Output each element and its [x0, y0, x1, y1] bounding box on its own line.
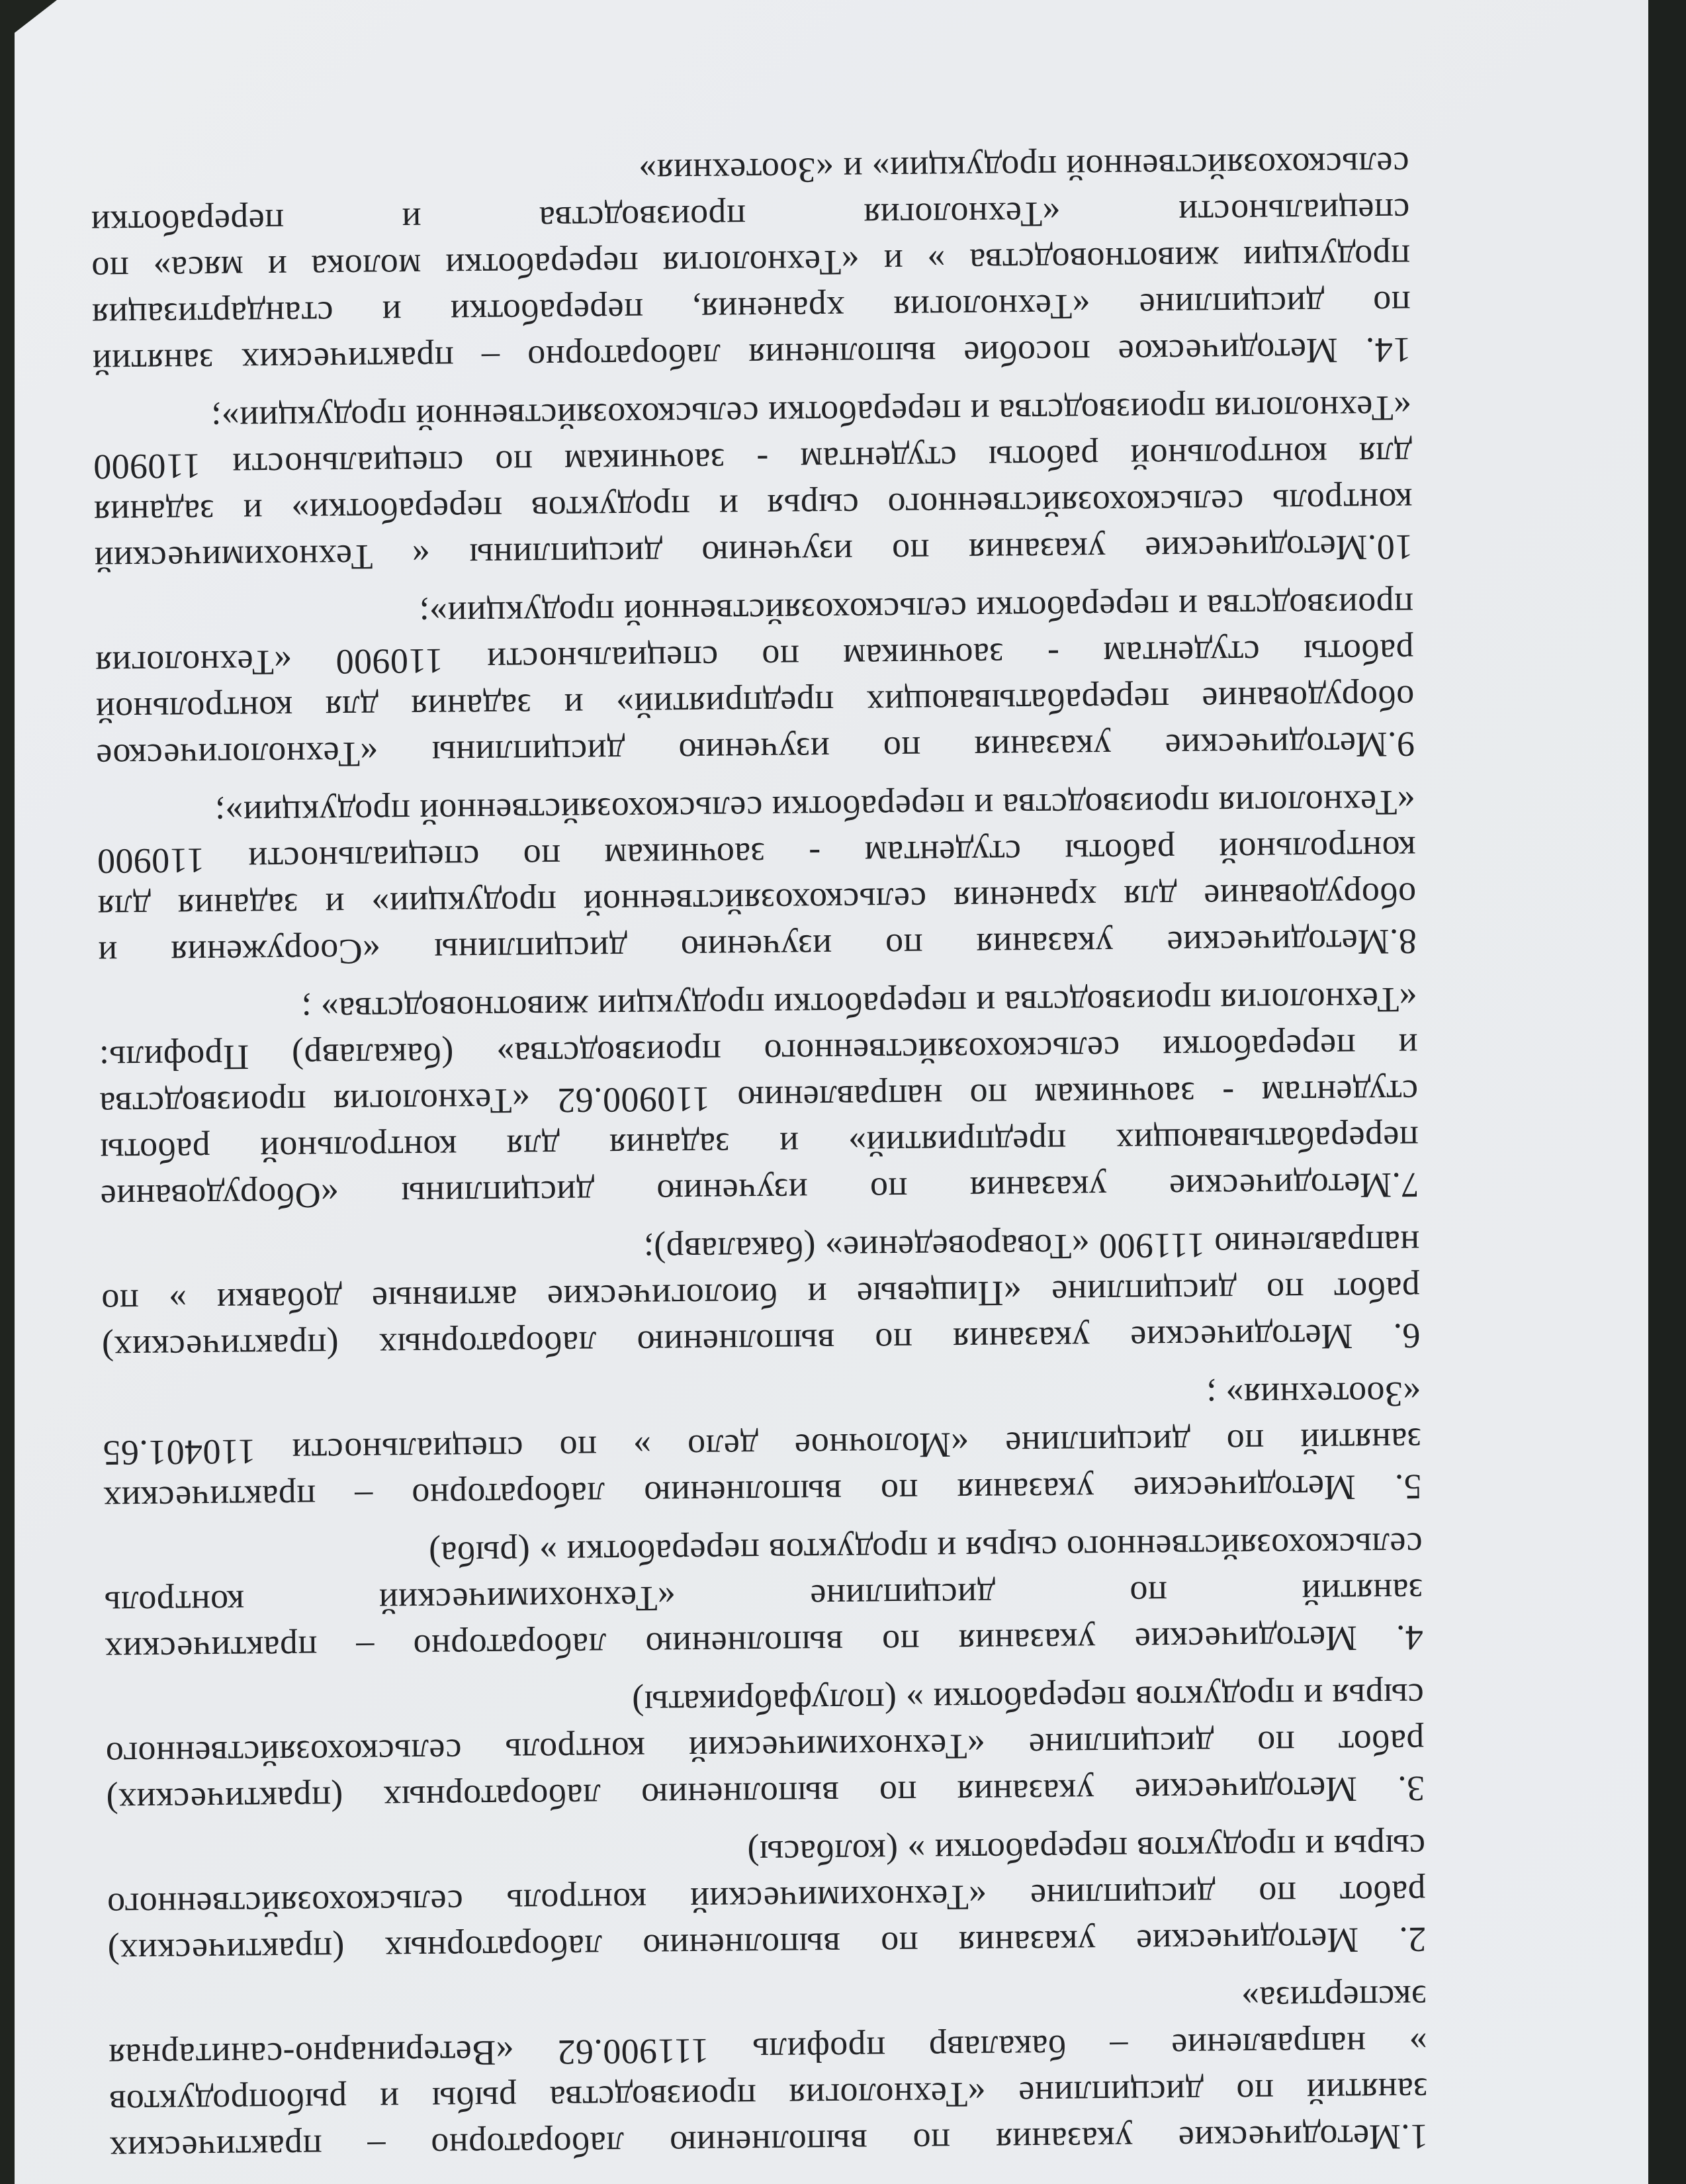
document-line: «Зоотехния» ;	[1206, 1374, 1421, 1416]
list-item	[107, 1824, 1427, 1976]
list-item	[98, 977, 1419, 1221]
document-line: 1.Методические указания по выполнению лабораторно – практических	[109, 2116, 1429, 2169]
document-line: занятий по дисциплине «Технохимический контроль	[104, 1571, 1423, 1624]
document-line: 8.Методические указания по изучению дисциплины «Сооружения и	[97, 921, 1417, 974]
list-item	[95, 582, 1415, 780]
scanner-edge-left	[0, 0, 15, 2184]
document-line: оборудование перерабатывающих предприятий» и задания для контрольной	[95, 678, 1415, 731]
document-line: и переработки сельскохозяйственного производства» (бакалавр) Профиль:	[99, 1026, 1418, 1079]
list-item	[105, 1673, 1425, 1825]
document-line: по дисциплине «Технология хранения, переработки и стандартизация	[91, 283, 1411, 336]
list-item	[108, 1975, 1429, 2173]
document-line: перерабатывающих предприятий» и задания для контрольной работы	[99, 1118, 1419, 1171]
document-line: сельскохозяйственного сырья и продуктов переработки » (рыба)	[428, 1525, 1423, 1575]
document-line: работы студентам - заочникам по специальности 110900 «Технология	[95, 631, 1414, 684]
document-line: студентам - заочникам по направлению 110900.62 «Технология производства	[99, 1072, 1419, 1125]
document-line: работ по дисциплине «Технохимический контроль сельскохозяйственного	[107, 1873, 1426, 1926]
document-line: «Технология производства и переработки сельскохозяйственной продукции»;	[210, 388, 1412, 440]
document-line: 6. Методические указания по выполнению лабораторных (практических)	[101, 1316, 1421, 1369]
document-line: 5. Методические указания по выполнению лабораторно – практических	[103, 1467, 1423, 1520]
document-line: сырья и продуктов переработки » (колбасы)	[746, 1827, 1426, 1874]
document-line: для контрольной работы студентам - заочникам по специальности 110900	[93, 434, 1413, 487]
document-line: 10.Методические указания по изучению дисциплины « Технохимический	[93, 527, 1413, 580]
document-text-block	[90, 130, 1428, 2173]
document-line: специальности «Технология производства и переработки	[91, 191, 1410, 244]
document-line: «Технология производства и переработки сельскохозяйственной продукции»;	[214, 782, 1416, 835]
document-line: 4. Методические указания по выполнению лабораторно – практических	[104, 1617, 1424, 1670]
list-item	[103, 1522, 1423, 1674]
document-line: контрольной работы студентам - заочникам по специальности 110900	[97, 829, 1416, 882]
document-line: 7.Методические указания по изучению дисциплины «Оборудование	[100, 1165, 1419, 1218]
document-line: работ по дисциплине «Пищевые и биологические активные добавки » по	[101, 1269, 1421, 1322]
document-line: контроль сельскохозяйственного сырья и продуктов переработки» и задания	[93, 480, 1413, 533]
document-line: оборудование для хранения сельскохозяйственной продукции» и задания для	[97, 875, 1417, 928]
list-item	[93, 385, 1413, 583]
scanner-edge-right	[1648, 0, 1686, 2184]
document-line: » направление – бакалавр профиль 111900.62 «Ветеринарно-санитарная	[108, 2024, 1428, 2077]
document-line: сельскохозяйственной продукции» и «Зоотехния»	[638, 144, 1409, 192]
list-item	[102, 1371, 1422, 1523]
document-line: 2. Методические указания по выполнению лабораторных (практических)	[107, 1919, 1427, 1972]
document-line: «Технология производства и переработки продукции животноводства» ;	[300, 979, 1417, 1030]
document-line: занятий по дисциплине «Молочное дело » по специальности 110401.65	[102, 1420, 1422, 1473]
document-line: работ по дисциплине «Технохимический контроль сельскохозяйственного	[105, 1722, 1425, 1775]
list-item	[90, 142, 1411, 386]
document-line: занятий по дисциплине «Технология производства рыбы и рыбопродуктов	[109, 2070, 1428, 2123]
document-line: 14. Методическое пособие выполнения лабораторно – практических занятий	[92, 330, 1411, 383]
document-line: экспертиза»	[1241, 1978, 1427, 2020]
list-item	[101, 1220, 1421, 1372]
list-item	[97, 780, 1417, 978]
document-line: сырья и продуктов переработки » (полуфабрикаты)	[631, 1676, 1425, 1724]
document-line: продукции животноводства » и «Технология переработки молока и мяса» по	[91, 237, 1411, 290]
document-line: направлению 111900 «Товароведение» (бакалавр);	[643, 1223, 1420, 1271]
document-line: 9.Методические указания по изучению дисциплины «Технологическое	[95, 724, 1415, 777]
document-line: производства и переработки сельскохозяйственной продукции»;	[419, 585, 1414, 635]
document-line: 3. Методические указания по выполнению лабораторных (практических)	[105, 1768, 1425, 1821]
